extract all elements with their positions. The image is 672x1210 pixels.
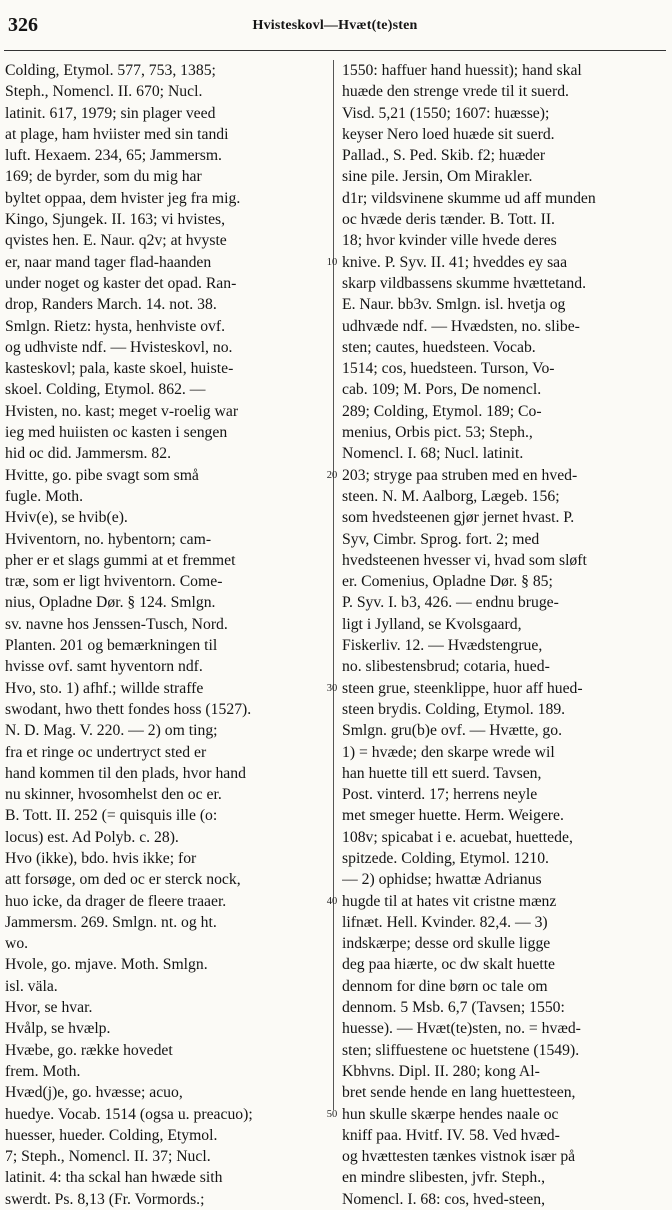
text-line: træ, som er ligt hviventorn. Come- [5, 573, 223, 591]
text-line: sten; cautes, huedsteen. Vocab. [342, 338, 536, 356]
text-line: spitzede. Colding, Etymol. 1210. [342, 849, 549, 867]
text-line: Steph., Nomencl. II. 670; Nucl. [5, 83, 203, 101]
text-line: huæde den strenge vrede til it suerd. [342, 83, 569, 101]
text-line: fra et ringe oc undertryct sted er [5, 743, 207, 761]
text-line: at plage, ham hviister med sin tandi [5, 125, 229, 143]
text-line: Hvole, go. mjave. Moth. Smlgn. [5, 956, 208, 974]
text-line: steen grue, steenklippe, huor aff hued- [342, 679, 583, 697]
line-number-marker: 40 [326, 895, 338, 907]
left-column [5, 60, 323, 1210]
text-line: Fiskerliv. 12. — Hvædstengrue, [342, 637, 543, 655]
right-column [342, 60, 664, 1210]
text-line: latinit. 4: tha sckal han hwæde sith [5, 1169, 223, 1187]
text-line: ieg med huiisten oc kasten i sengen [5, 424, 228, 442]
text-line: under noget og kaster det opad. Ran- [5, 274, 237, 292]
text-line: indskærpe; desse ord skulle ligge [342, 935, 551, 953]
text-line: hvedsteenen hvesser vi, hvad som sløft [342, 551, 587, 569]
text-line: Hvisten, no. kast; meget v-roelig war [5, 402, 239, 420]
text-line: og udhviste ndf. — Hvisteskovl, no. [5, 338, 233, 356]
text-line: Hvålp, se hvælp. [5, 1020, 111, 1038]
text-line: Hviventorn, no. hybentorn; cam- [5, 530, 212, 548]
text-line: d1r; vildsvinene skumme ud aff munden [342, 189, 596, 207]
text-line: Nomencl. I. 68: cos, hved-steen, [342, 1190, 546, 1208]
text-line: hvisse ovf. samt hyventorn ndf. [5, 658, 203, 676]
text-line: latinit. 617, 1979; sin plager veed [5, 104, 216, 122]
text-line: Kbhvns. Dipl. II. 280; kong Al- [342, 1062, 540, 1080]
text-line: swerdt. Ps. 8,13 (Fr. Vormords.; [5, 1190, 205, 1208]
text-line: Smlgn. gru(b)e ovf. — Hvætte, go. [342, 722, 563, 740]
text-line: Jammersm. 269. Smlgn. nt. og ht. [5, 913, 217, 931]
line-number-marker: 30 [326, 682, 338, 694]
text-line: luft. Hexaem. 234, 65; Jammersm. [5, 147, 222, 165]
text-line: qvistes hen. E. Naur. q2v; at hvyste [5, 232, 227, 250]
text-line: Kingo, Sjungek. II. 163; vi hvistes, [5, 211, 226, 229]
text-line: Hvo (ikke), bdo. hvis ikke; for [5, 849, 197, 867]
text-line: oc hvæde deris tænder. B. Tott. II. [342, 211, 555, 229]
text-line: locus) est. Ad Polyb. c. 28). [5, 828, 179, 846]
text-line: met smeger huette. Herm. Weigere. [342, 807, 564, 825]
text-line: hid oc did. Jammersm. 82. [5, 445, 172, 463]
text-line: sine pile. Jersin, Om Mirakler. [342, 168, 533, 186]
text-line: no. slibestensbrud; cotaria, hued- [342, 658, 550, 676]
text-line: deg paa hiærte, oc dw skalt huette [342, 956, 556, 974]
text-line: han huette till ett suerd. Tavsen, [342, 764, 542, 782]
text-line: hugde til at hates vit cristne mænz [342, 892, 557, 910]
running-head: Hvisteskovl—Hvæt(te)sten [252, 18, 418, 33]
text-line: lifnæt. Hell. Kvinder. 82,4. — 3) [342, 913, 548, 931]
text-line: N. D. Mag. V. 220. — 2) om ting; [5, 722, 218, 740]
text-line: 203; stryge paa struben med en hved- [342, 466, 578, 484]
text-line: pher er et slags gummi at et fremmet [5, 551, 236, 569]
text-line: 1) = hvæde; den skarpe wrede wil [342, 743, 555, 761]
text-line: Planten. 201 og bemærkningen til [5, 637, 218, 655]
text-line: 1514; cos, huedsteen. Turson, Vo- [342, 360, 555, 378]
text-line: byltet oppaa, dem hvister jeg fra mig. [5, 189, 241, 207]
text-line: Colding, Etymol. 577, 753, 1385; [5, 62, 216, 79]
line-number-marker: 50 [326, 1108, 338, 1120]
text-line: Nomencl. I. 68; Nucl. latinit. [342, 445, 524, 463]
text-line: skoel. Colding, Etymol. 862. — [5, 381, 206, 399]
text-line: som hvedsteenen gjør jernet hvast. P. [342, 509, 575, 527]
text-line: skarp vildbassens skumme hvættetand. [342, 274, 586, 292]
text-line: Hvitte, go. pibe svagt som små [5, 466, 199, 484]
text-line: nius, Opladne Dør. § 124. Smlgn. [5, 594, 216, 612]
text-line: 169; de byrder, som du mig har [5, 168, 202, 186]
text-line: frem. Moth. [5, 1062, 81, 1080]
page-header [6, 6, 664, 46]
text-line: ligt i Jylland, se Kvolsgaard, [342, 615, 522, 633]
text-line: Hvæd(j)e, go. hvæsse; acuo, [5, 1084, 183, 1102]
text-line: Visd. 5,21 (1550; 1607: huæsse); [342, 104, 550, 122]
text-line: huedye. Vocab. 1514 (ogsa u. preacuo); [5, 1105, 253, 1123]
text-line: er, naar mand tager flad-haanden [5, 253, 212, 271]
text-line: wo. [5, 935, 29, 953]
text-line: Pallad., S. Ped. Skib. f2; huæder [342, 147, 546, 165]
text-line: udhvæde ndf. — Hvædsten, no. slibe- [342, 317, 580, 335]
text-line: bret sende hende en lang huettesteen, [342, 1084, 576, 1102]
page-number: 326 [8, 14, 38, 36]
text-line: 108v; spicabat i e. acuebat, huettede, [342, 828, 573, 846]
text-line: 1550: haffuer hand huessit); hand skal [342, 62, 582, 79]
text-line: 289; Colding, Etymol. 189; Co- [342, 402, 542, 420]
text-line: hun skulle skærpe hendes naale oc [342, 1105, 559, 1123]
text-line: dennom for dine børn oc tale om [342, 977, 548, 995]
text-line: Post. vinterd. 17; herrens neyle [342, 786, 538, 804]
text-line: kasteskovl; pala, kaste skoel, huiste- [5, 360, 234, 378]
text-line: isl. väla. [5, 977, 58, 995]
text-line: menius, Orbis pict. 53; Steph., [342, 424, 533, 442]
text-line: Hviv(e), se hvib(e). [5, 509, 128, 527]
text-line: drop, Randers March. 14. not. 38. [5, 296, 217, 314]
text-line: swodant, hwo thett fondes hoss (1527). [5, 700, 252, 718]
text-line: P. Syv. I. b3, 426. — endnu bruge- [342, 594, 559, 612]
text-line: — 2) ophidse; hwattæ Adrianus [342, 871, 542, 889]
text-line: fugle. Moth. [5, 487, 83, 505]
text-line: keyser Nero loed huæde sit suerd. [342, 125, 555, 143]
line-number-marker: 10 [326, 256, 338, 268]
text-line: Hvo, sto. 1) afhf.; willde straffe [5, 679, 204, 697]
text-line: E. Naur. bb3v. Smlgn. isl. hvetja og [342, 296, 566, 314]
text-line: nu skinner, hvosomhelst den oc er. [5, 786, 222, 804]
text-line: steen brydis. Colding, Etymol. 189. [342, 700, 566, 718]
text-line: steen. N. M. Aalborg, Lægeb. 156; [342, 487, 560, 505]
column-divider [333, 60, 334, 1110]
text-line: huesse). — Hvæt(te)sten, no. = hvæd- [342, 1020, 581, 1038]
text-line: Hvæbe, go. række hovedet [5, 1041, 173, 1059]
text-line: 18; hvor kvinder ville hvede deres [342, 232, 557, 250]
text-line: og hvættesten tænkes vistnok især på [342, 1148, 576, 1166]
text-line: 7; Steph., Nomencl. II. 37; Nucl. [5, 1148, 211, 1166]
text-line: att forsøge, om ded oc er sterck nock, [5, 871, 241, 889]
text-line: er. Comenius, Opladne Dør. § 85; [342, 573, 553, 591]
text-line: Hvor, se hvar. [5, 999, 93, 1017]
text-line: sv. navne hos Jenssen-Tusch, Nord. [5, 615, 228, 633]
text-line: hand kommen til den plads, hvor hand [5, 764, 246, 782]
text-line: sten; sliffuestene oc huetstene (1549). [342, 1041, 580, 1059]
text-line: en mindre slibesten, jvfr. Steph., [342, 1169, 546, 1187]
text-line: cab. 109; M. Pors, De nomencl. [342, 381, 542, 399]
text-line: B. Tott. II. 252 (= quisquis ille (o: [5, 807, 218, 825]
text-line: dennom. 5 Msb. 6,7 (Tavsen; 1550: [342, 999, 565, 1017]
text-line: kniff paa. Hvitf. IV. 58. Ved hvæd- [342, 1126, 560, 1144]
text-line: huo icke, da drager de fleere traaer. [5, 892, 227, 910]
text-line: knive. P. Syv. II. 41; hveddes ey saa [342, 253, 568, 271]
text-line: huesser, hueder. Colding, Etymol. [5, 1126, 218, 1144]
text-line: Syv, Cimbr. Sprog. fort. 2; med [342, 530, 540, 548]
text-line: Smlgn. Rietz: hysta, henhviste ovf. [5, 317, 226, 335]
line-number-marker: 20 [326, 469, 338, 481]
header-rule [4, 50, 666, 51]
